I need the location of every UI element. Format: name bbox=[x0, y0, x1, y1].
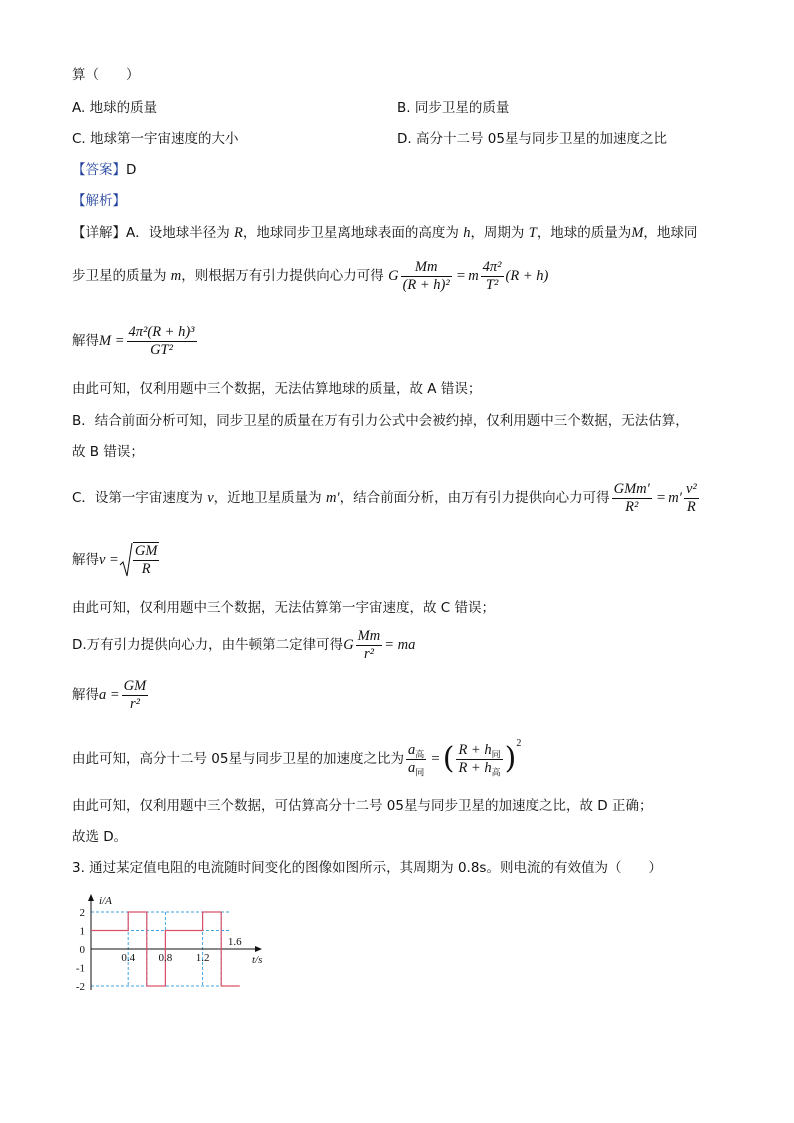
final-choice: 故选 D。 bbox=[72, 829, 128, 845]
eq3-m: m′ bbox=[668, 490, 682, 506]
eq2-den: GT² bbox=[150, 341, 173, 358]
eq2-num: 4π²(R + h)³ bbox=[128, 323, 195, 340]
symbol-h: h bbox=[463, 225, 471, 241]
x-tick-label: 1.2 bbox=[195, 952, 210, 964]
eq7-inner-den-sub: 高 bbox=[491, 768, 501, 779]
y-tick-label: 0 bbox=[79, 944, 85, 956]
eq3-fraction-2 bbox=[684, 481, 699, 516]
eq1-fraction-2 bbox=[481, 259, 504, 294]
conclusion-d: 由此可知，仅利用题中三个数据，可估算高分十二号 05星与同步卫星的加速度之比，故 D 正确； bbox=[72, 798, 653, 814]
eq7-fraction bbox=[406, 742, 426, 777]
conclusion-c: 由此可知，仅利用题中三个数据，无法估算第一宇宙速度，故 C 错误； bbox=[72, 600, 496, 616]
eq7-den bbox=[406, 760, 426, 777]
eq7-den-sub: 同 bbox=[415, 768, 425, 779]
question-3: 3. 通过某定值电阻的电流随时间变化的图像如图所示，其周期为 0.8s。则电流的有效值为（ ） bbox=[72, 860, 662, 876]
symbol-M: M bbox=[631, 225, 644, 241]
eq5-fraction bbox=[356, 628, 383, 663]
y-axis-arrow bbox=[88, 894, 94, 901]
eq2-fraction bbox=[127, 324, 197, 359]
eq7-inner-num-sub: 同 bbox=[491, 750, 501, 761]
option-d-analysis bbox=[72, 627, 415, 663]
eq7-inner-fraction bbox=[456, 742, 502, 777]
y-tick-label: 1 bbox=[79, 925, 85, 938]
solve-a bbox=[72, 676, 150, 714]
x-axis-label: t/s bbox=[252, 954, 263, 966]
text: ，地球同步卫星离地球表面的高度为 bbox=[242, 225, 464, 241]
option-a: A. 地球的质量 bbox=[72, 100, 158, 116]
eq3-den2: R bbox=[686, 498, 696, 515]
text: D.万有引力提供向心力，由牛顿第二定律可得 bbox=[72, 637, 344, 653]
detail-tag: 【详解】 bbox=[72, 225, 126, 241]
x-tick-label: 0.4 bbox=[121, 952, 136, 964]
text: ，地球同 bbox=[643, 225, 698, 241]
solve-M bbox=[72, 322, 199, 360]
text: ，近地卫星质量为 bbox=[213, 490, 326, 506]
text: ，地球的质量为 bbox=[536, 225, 632, 241]
eq3-equals: = bbox=[656, 490, 666, 506]
eq3-num: GMm′ bbox=[613, 480, 650, 497]
eq5-num: Mm bbox=[357, 627, 381, 644]
eq5-G: G bbox=[343, 637, 354, 653]
solve-label: 解得 bbox=[72, 552, 99, 568]
conclusion-a: 由此可知，仅利用题中三个数据，无法估算地球的质量，故 A 错误； bbox=[72, 381, 482, 397]
eq6-den: r² bbox=[129, 695, 140, 712]
eq1-num2: 4π² bbox=[482, 258, 502, 275]
eq1-fraction bbox=[401, 259, 452, 294]
eq2-lhs: M = bbox=[99, 333, 125, 349]
eq3-den: R² bbox=[625, 498, 639, 515]
eq1-num: Mm bbox=[401, 259, 452, 277]
sqrt-sign bbox=[119, 540, 133, 580]
y-tick-label: -2 bbox=[75, 981, 85, 993]
symbol-v: v bbox=[207, 490, 214, 506]
eq6-num: GM bbox=[123, 677, 147, 694]
answer-tag: 【答案】 bbox=[72, 162, 126, 178]
eq7-inner-num bbox=[456, 742, 502, 760]
text: ，结合前面分析，由万有引力提供向心力可得 bbox=[339, 490, 610, 506]
text: 由此可知，高分十二号 05星与同步卫星的加速度之比为 bbox=[72, 751, 404, 767]
x-axis-arrow bbox=[255, 946, 262, 952]
option-c: C. 地球第一宇宙速度的大小 bbox=[72, 131, 239, 147]
eq3-num2: v² bbox=[685, 480, 697, 497]
option-c-analysis bbox=[72, 478, 701, 518]
eq4-num: GM bbox=[134, 543, 158, 559]
eq3-fraction bbox=[612, 481, 652, 516]
eq7-power: 2 bbox=[516, 737, 522, 749]
solve-label: 解得 bbox=[72, 333, 99, 349]
y-axis-label: i/A bbox=[99, 895, 112, 907]
symbol-R: R bbox=[234, 225, 243, 241]
eq4-fraction bbox=[133, 542, 160, 578]
y-tick-label: 2 bbox=[79, 907, 85, 919]
eq4-den: R bbox=[141, 561, 151, 577]
solve-label: 解得 bbox=[72, 687, 99, 703]
current-time-chart bbox=[74, 892, 274, 1002]
symbol-m-prime: m′ bbox=[325, 490, 340, 506]
answer-value: D bbox=[126, 162, 137, 178]
eq4-lhs: v = bbox=[99, 552, 119, 568]
eq5-rhs: = ma bbox=[384, 637, 416, 653]
eq7-inner-num-text: R + h bbox=[458, 741, 492, 758]
option-d: D. 高分十二号 05星与同步卫星的加速度之比 bbox=[397, 131, 667, 147]
eq6-lhs: a = bbox=[99, 687, 120, 703]
option-b-analysis-2: 故 B 错误； bbox=[72, 444, 144, 460]
text: ，则根据万有引力提供向心力可得 bbox=[181, 268, 384, 284]
answer-line bbox=[72, 161, 136, 179]
x-tick-label: 1.6 bbox=[227, 936, 242, 948]
analysis-tag: 【解析】 bbox=[72, 193, 126, 209]
eq7-den-a: a bbox=[407, 759, 416, 776]
y-tick-label: -1 bbox=[75, 962, 85, 975]
eq7-inner-den bbox=[456, 760, 502, 777]
text: A．设地球半径为 bbox=[126, 225, 235, 241]
eq5-den: r² bbox=[363, 645, 374, 662]
right-paren: ) bbox=[504, 741, 517, 776]
left-paren: ( bbox=[442, 741, 455, 776]
eq1-den: (R + h)² bbox=[402, 276, 450, 293]
question-tail: 算（ ） bbox=[72, 67, 140, 83]
eq1-den2: T² bbox=[485, 276, 499, 293]
eq7-num-sub: 高 bbox=[415, 750, 425, 761]
detail-line-1 bbox=[72, 224, 697, 242]
eq1-equals: = bbox=[456, 268, 466, 284]
eq1-G: G bbox=[388, 268, 399, 284]
eq7-equals: = bbox=[431, 751, 440, 767]
x-tick-label: 0.8 bbox=[158, 952, 173, 964]
eq1-tail: (R + h) bbox=[505, 268, 549, 284]
text: 步卫星的质量为 bbox=[72, 268, 171, 284]
solve-v bbox=[72, 540, 161, 580]
eq6-fraction bbox=[122, 678, 149, 713]
text: ，周期为 bbox=[470, 225, 529, 241]
eq1-m: m bbox=[468, 268, 479, 284]
eq7-num bbox=[406, 742, 426, 760]
detail-line-2 bbox=[72, 258, 548, 294]
option-b-analysis-1: B．结合前面分析可知，同步卫星的质量在万有引力公式中会被约掉，仅利用题中三个数据，无法估算， bbox=[72, 413, 689, 429]
symbol-T: T bbox=[528, 225, 537, 241]
symbol-m: m bbox=[170, 268, 182, 284]
text: C．设第一宇宙速度为 bbox=[72, 490, 208, 506]
acceleration-ratio bbox=[72, 736, 521, 782]
eq7-inner-den-text: R + h bbox=[458, 759, 492, 776]
eq7-num-a: a bbox=[407, 741, 416, 758]
option-b: B. 同步卫星的质量 bbox=[397, 100, 510, 116]
